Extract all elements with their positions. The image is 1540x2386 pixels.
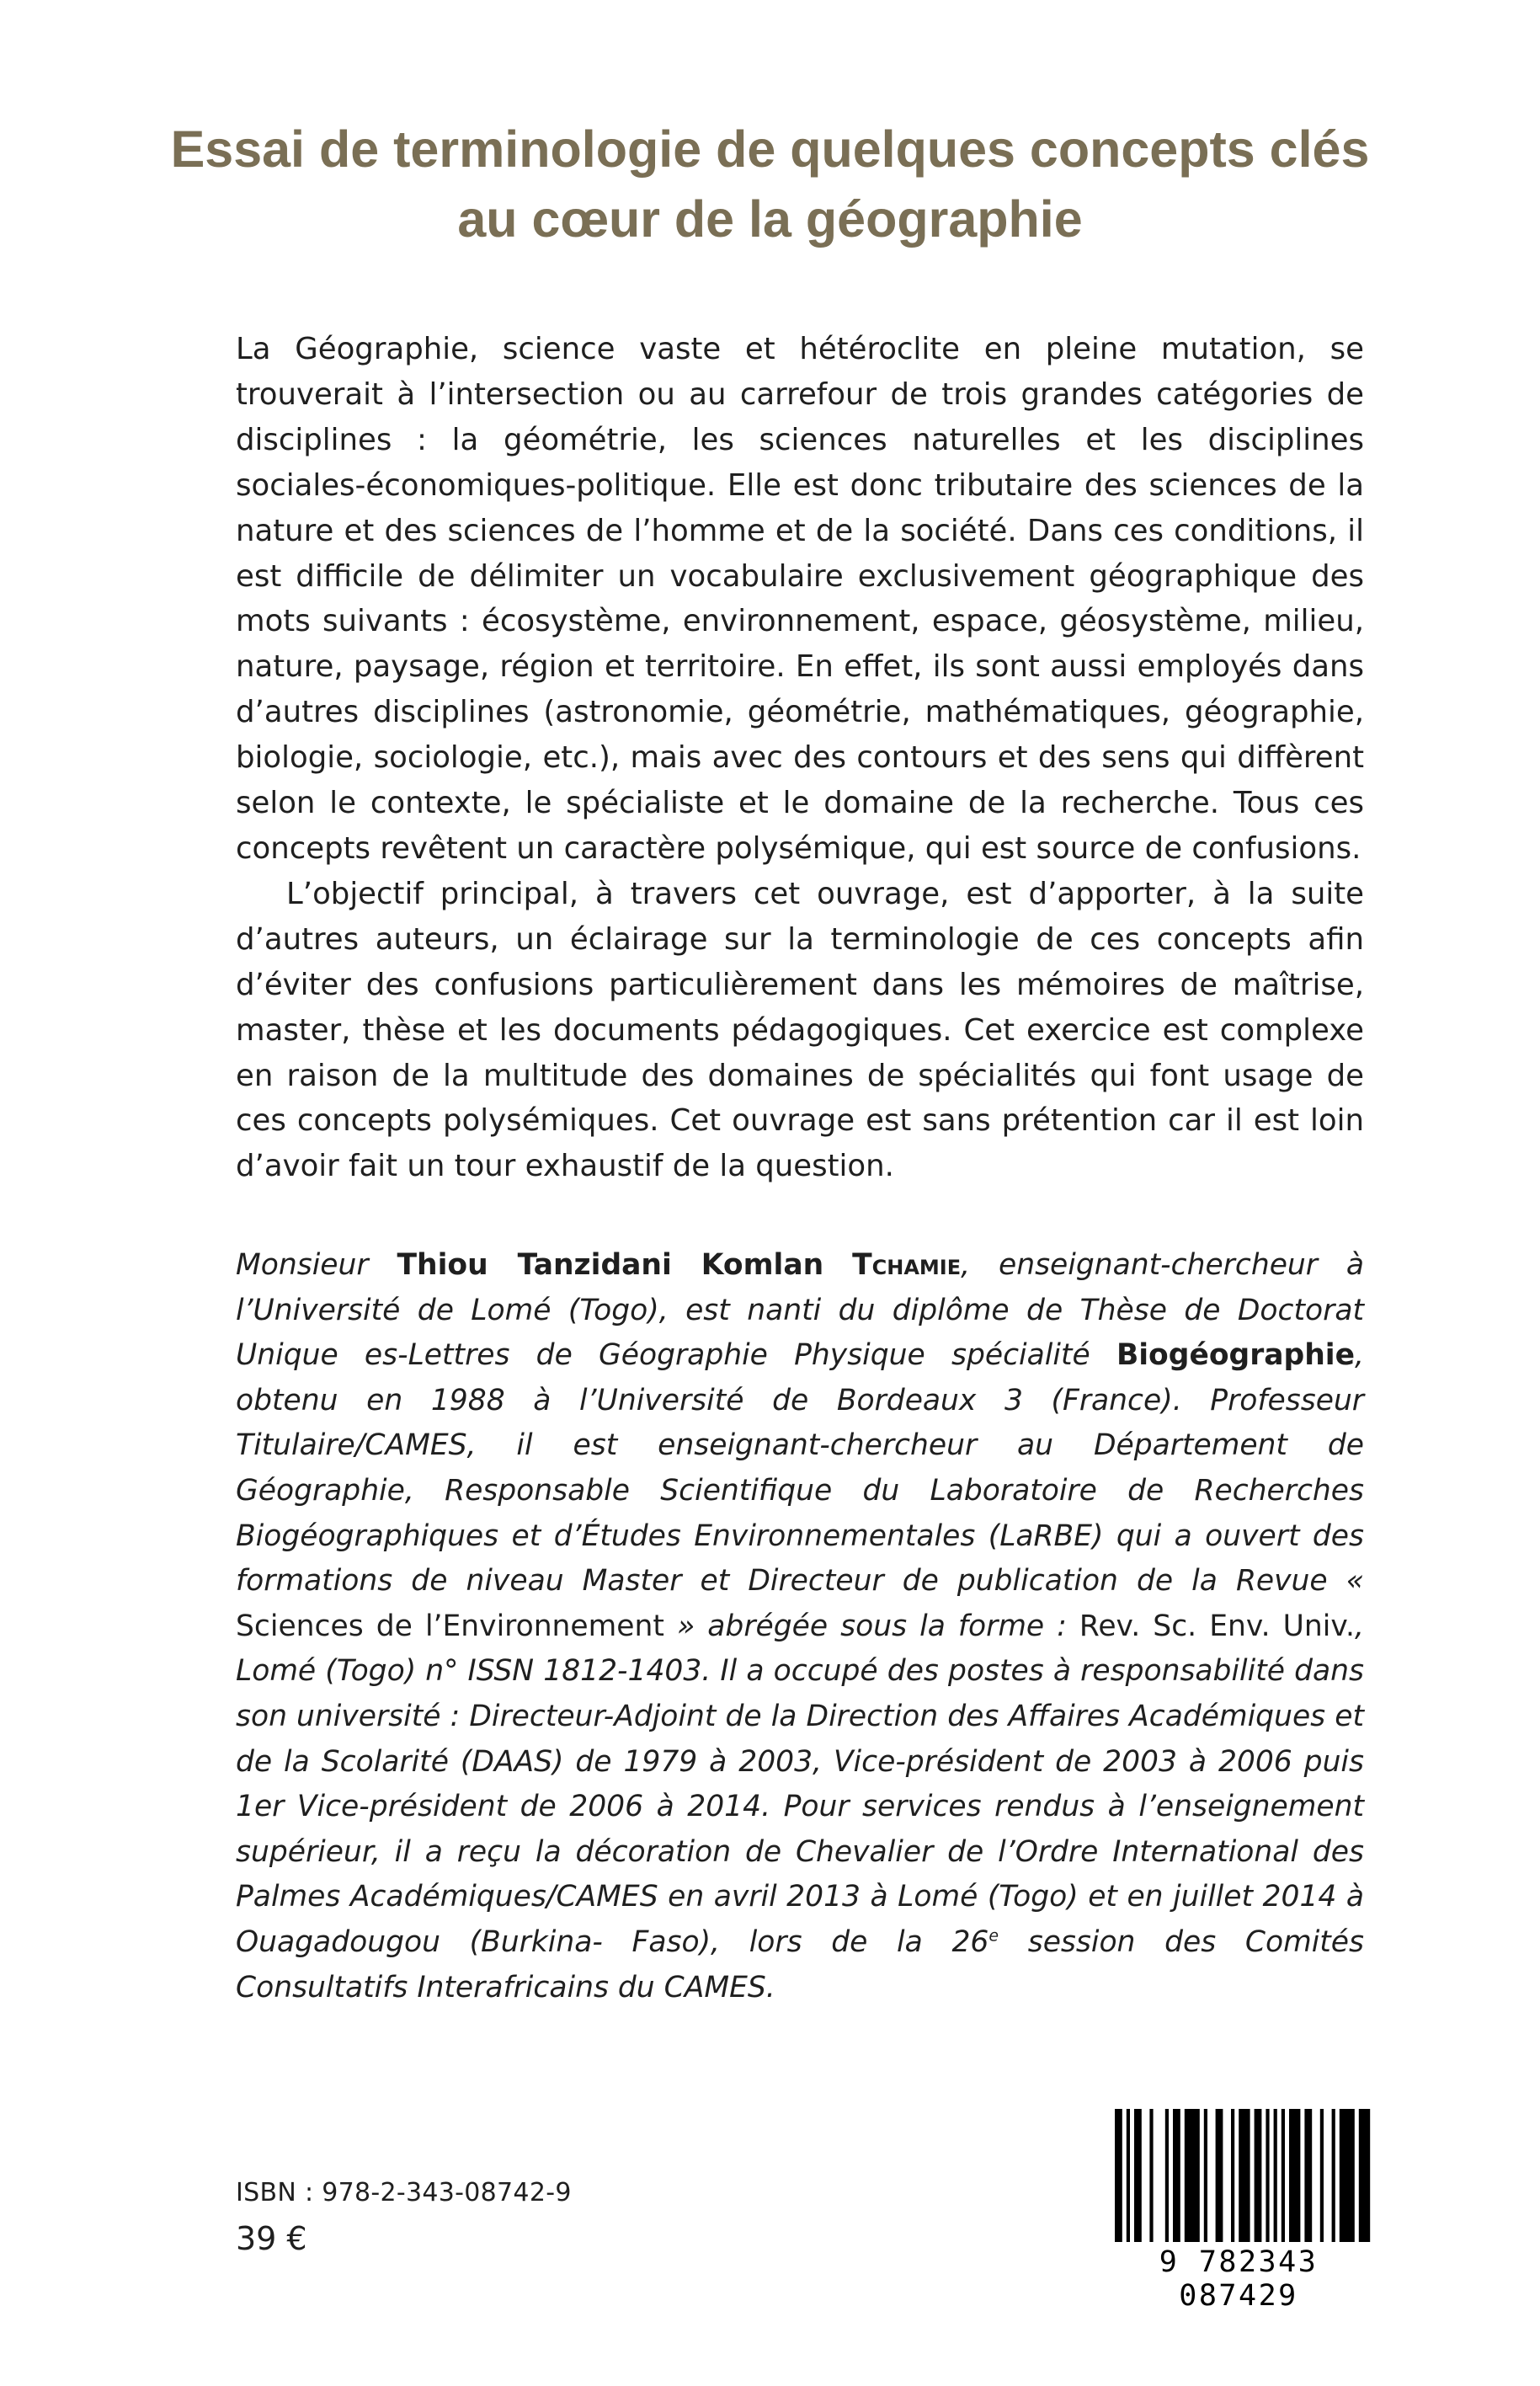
author-prefix: Monsieur [236,1248,369,1282]
barcode-bar-17 [1320,2109,1324,2242]
journal-name: Sciences de l’Environnement [236,1609,664,1643]
ordinal-suffix: e [988,1926,999,1946]
author-bio-text-1: , enseignant-chercheur à l’Université de Lomé (Togo), est nanti du diplôme de Thèse de Doctorat Unique es-Lettres de Géographie Physique spécialité [236,1248,1365,1373]
barcode-bars [1103,2106,1374,2249]
barcode-bar-16 [1304,2109,1312,2242]
author-biography [236,1243,1364,2010]
price-label: 39 € [236,2220,307,2257]
barcode-digits: 9 782343 087429 [1159,2245,1319,2313]
summary-paragraph-1: La Géographie, science vaste et hétéroclite en pleine mutation, se trouverait à l’intersection ou au carrefour de trois grandes catégories de disciplines : la géométrie, les sciences naturelles et les disciplines sociales-économiques-politique. Elle est donc tributaire des sciences de la nature et des sciences de l’homme et de la société. Dans ces conditions, il est difficile de délimiter un vocabulaire exclusivement géographique des mots suivants : écosystème, environnement, espace, géosystème, milieu, nature, paysage, région et territoire. En effet, ils sont aussi employés dans d’autres disciplines (astronomie, géométrie, mathématiques, géographie, biologie, sociologie, etc.), mais avec des contours et des sens qui diffèrent selon le contexte, le spécialiste et le domaine de la recherche. Tous ces concepts revêtent un caractère polysémique, qui est source de confusions. [236,332,1364,866]
book-title-line-1: Essai de terminologie de quelques concepts clés [170,120,1370,178]
barcode-bar-11 [1255,2109,1262,2242]
barcode-bar-9 [1231,2109,1234,2242]
barcode-bar-2 [1134,2109,1142,2242]
barcode-bar-18 [1332,2109,1335,2242]
journal-abbreviation: Rev. Sc. Env. Univ. [1079,1609,1356,1643]
barcode-bar-20 [1359,2109,1370,2242]
book-title [152,115,1388,254]
barcode-bar-14 [1282,2109,1285,2242]
isbn-label: ISBN : 978-2-343-08742-9 [236,2178,572,2207]
author-bio-text-5: session des Comités Consultatifs Interafricains du CAMES. [236,1924,1365,2004]
author-specialty: Biogéographie [1116,1338,1356,1373]
barcode-bar-8 [1216,2109,1223,2242]
barcode-bar-4 [1165,2109,1169,2242]
barcode-bar-19 [1340,2109,1355,2242]
barcode-bar-13 [1274,2109,1277,2242]
author-bio-text-4: , Lomé (Togo) n° ISSN 1812-1403. Il a occupé des postes à responsabilité dans son université : Directeur-Adjoint de la Direction des Affaires Académiques et de la Scolarité (DAAS) de 1979 à 2003, Vice-président de 2003 à 2006 puis 1er Vice-président de 2006 à 2014. Pour services rendus à l’enseignement supérieur, il a reçu la décoration de Chevalier de l’Ordre International des Palmes Académiques/CAMES en avril 2013 à Lomé (Togo) et en juillet 2014 à Ouagadougou (Burkina- Faso), lors de la 26 [236,1609,1364,1959]
barcode-bar-3 [1149,2109,1153,2242]
barcode-bar-15 [1289,2109,1300,2242]
barcode-bar-0 [1115,2109,1122,2242]
book-title-line-2: au cœur de la géographie [457,190,1083,248]
barcode [1103,2106,1374,2313]
author-name: Thiou Tanzidani Komlan [397,1248,824,1282]
barcode-bar-12 [1266,2109,1269,2242]
barcode-bar-7 [1204,2109,1207,2242]
barcode-bar-5 [1173,2109,1180,2242]
author-bio-text-2: , obtenu en 1988 à l’Université de Bordeaux 3 (France). Professeur Titulaire/CAMES, il est enseignant-chercheur au Département de Géographie, Responsable Scientifique du Laboratoire de Recherches Biogéographiques et d’Études Environnementales (LaRBE) qui a ouvert des formations de niveau Master et Directeur de publication de la Revue « [236,1338,1364,1599]
barcode-bar-10 [1239,2109,1250,2242]
author-bio-text-3: » abrégée sous la forme : [676,1609,1067,1643]
barcode-bar-6 [1185,2109,1200,2242]
summary-paragraph-2: L’objectif principal, à travers cet ouvrage, est d’apporter, à la suite d’autres auteurs, un éclairage sur la terminologie de ces concepts afin d’éviter des confusions particulièrement dans les mémoires de maîtrise, master, thèse et les documents pédagogiques. Cet exercice est complexe en raison de la multitude des domaines de spécialités qui font usage de ces concepts polysémiques. Cet ouvrage est sans prétention car il est loin d’avoir fait un tour exhaustif de la question. [236,876,1364,1184]
back-cover-summary [236,327,1364,1189]
author-surname: Tchamie [852,1248,962,1282]
barcode-bar-1 [1127,2109,1130,2242]
